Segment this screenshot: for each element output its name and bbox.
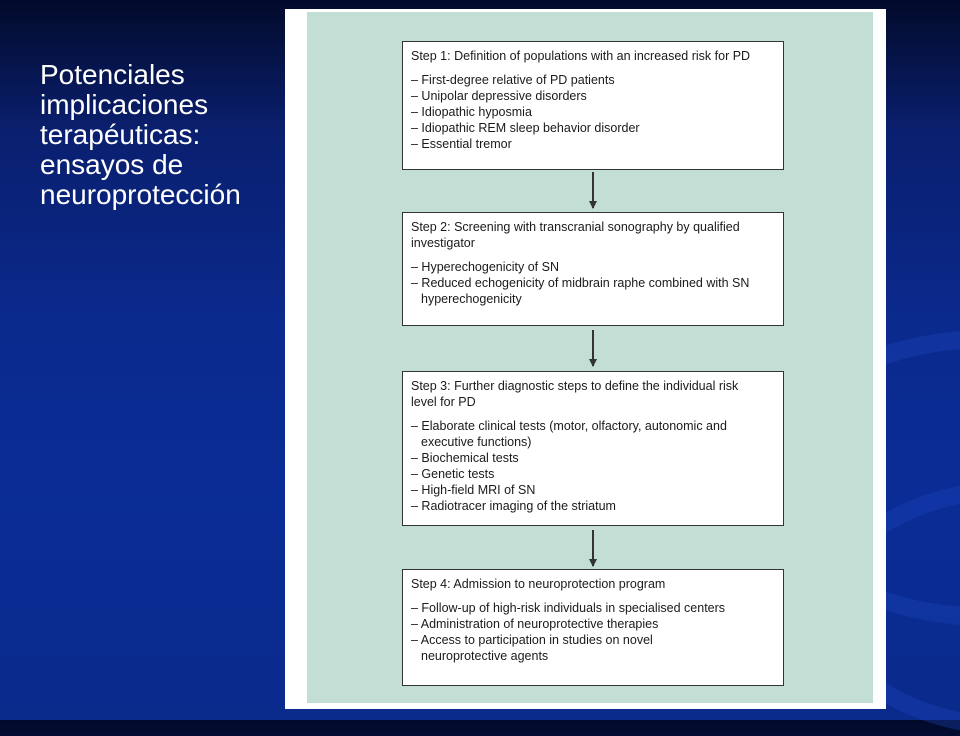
step-2-box (402, 212, 784, 326)
flow-arrow (592, 330, 594, 366)
step-heading-line: Step 3: Further diagnostic steps to define the individual risk (411, 379, 739, 393)
step-1-heading (411, 48, 775, 64)
step-item: – High-field MRI of SN (411, 483, 536, 497)
flowchart-panel (307, 12, 873, 703)
flowchart-figure (285, 9, 886, 709)
step-item: – Unipolar depressive disorders (411, 89, 587, 103)
title-line: ensayos de (40, 149, 184, 180)
title-line: neuroprotección (40, 179, 241, 210)
step-heading-line: Step 4: Admission to neuroprotection program (411, 577, 666, 591)
step-item: – Idiopathic hyposmia (411, 105, 532, 119)
step-item: – Essential tremor (411, 137, 512, 151)
step-2-heading (411, 219, 775, 251)
step-item: – Biochemical tests (411, 451, 519, 465)
step-heading-line: Step 2: Screening with transcranial sonography by qualified (411, 220, 740, 234)
step-3-box (402, 371, 784, 526)
step-heading-line: investigator (411, 236, 475, 250)
step-4-heading (411, 576, 775, 592)
step-item: hyperechogenicity (421, 292, 522, 306)
step-item: – Radiotracer imaging of the striatum (411, 499, 616, 513)
step-item: – Reduced echogenicity of midbrain raphe combined with SN (411, 276, 750, 290)
step-item: – Idiopathic REM sleep behavior disorder (411, 121, 640, 135)
step-heading-line: level for PD (411, 395, 476, 409)
step-item: – Administration of neuroprotective therapies (411, 617, 659, 631)
step-1-box (402, 41, 784, 170)
title-line: terapéuticas: (40, 119, 201, 150)
step-item: – Follow-up of high-risk individuals in specialised centers (411, 601, 726, 615)
step-item: neuroprotective agents (421, 649, 549, 663)
title-line: implicaciones (40, 89, 209, 120)
step-3-heading (411, 378, 775, 410)
step-item: executive functions) (421, 435, 532, 449)
step-4-box (402, 569, 784, 686)
step-item: – Elaborate clinical tests (motor, olfactory, autonomic and (411, 419, 727, 433)
step-item: – Hyperechogenicity of SN (411, 260, 559, 274)
step-item: – First-degree relative of PD patients (411, 73, 615, 87)
step-item: – Access to participation in studies on novel (411, 633, 653, 647)
flow-arrow (592, 172, 594, 208)
title-line: Potenciales (40, 59, 185, 90)
step-item: – Genetic tests (411, 467, 495, 481)
slide-title (40, 60, 280, 210)
flow-arrow (592, 530, 594, 566)
step-heading-line: Step 1: Definition of populations with an increased risk for PD (411, 49, 751, 63)
